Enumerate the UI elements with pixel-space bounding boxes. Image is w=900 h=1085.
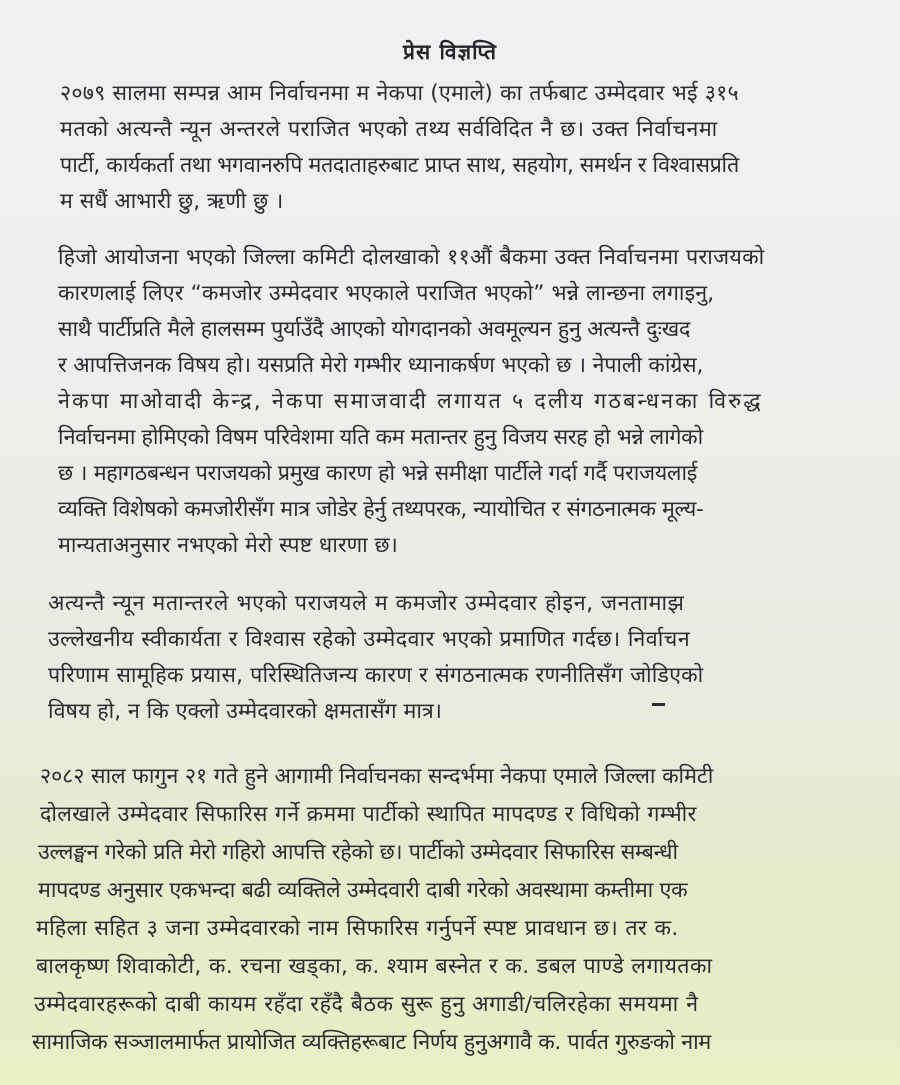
paragraph-3-line: उल्लेखनीय स्वीकार्यता र विश्वास रहेको उम्मेदवार भएको प्रमाणित गर्दछ। निर्वाचन <box>48 627 691 652</box>
paragraph-4-line: २०८२ साल फागुन २१ गते हुने आगामी निर्वाचनका सन्दर्भमा नेकपा एमाले जिल्ला कमिटी <box>40 764 714 789</box>
paragraph-2-line: र आपत्तिजनक विषय हो। यसप्रति मेरो गम्भीर ध्यानाकर्षण भएको छ । नेपाली कांग्रेस, <box>58 353 704 378</box>
paragraph-2-line: कारणलाई लिएर “कमजोर उम्मेदवार भएकाले पराजित भएको” भन्ने लान्छना लगाइनु, <box>58 281 715 306</box>
paragraph-4-line: मापदण्ड अनुसार एकभन्दा बढी व्यक्तिले उम्मेदवारी दाबी गरेको अवस्थामा कम्तीमा एक <box>38 878 688 903</box>
paragraph-2-line: व्यक्ति विशेषको कमजोरीसँग मात्र जोडेर हेर्नु तथ्यपरक, न्यायोचित र संगठनात्मक मूल्य- <box>58 497 704 522</box>
paragraph-4-line: सामाजिक सञ्जालमार्फत प्रायोजित व्यक्तिहरूबाट निर्णय हुनुअगावै क. पार्वत गुरुङको नाम <box>32 1030 711 1055</box>
paragraph-3-line: परिणाम सामूहिक प्रयास, परिस्थितिजन्य कारण र संगठनात्मक रणनीतिसँग जोडिएको <box>48 663 704 688</box>
paragraph-4-line: उम्मेदवारहरूको दाबी कायम रहँदा रहँदै बैठक सुरू हुनु अगाडी/चलिरहेका समयमा नै <box>34 992 699 1017</box>
paragraph-3-line: विषय हो, न कि एक्लो उम्मेदवारको क्षमतासँग मात्र। <box>48 699 442 724</box>
paragraph-2-line: निर्वाचनमा होमिएको विषम परिवेशमा यति कम मतान्तर हुनु विजय सरह हो भन्ने लागेको <box>58 425 703 450</box>
paragraph-2-line: छ । महागठबन्धन पराजयको प्रमुख कारण हो भन्ने समीक्षा पार्टीले गर्दा गर्दै पराजयलाई <box>58 461 698 486</box>
ink-mark <box>652 703 665 706</box>
paragraph-1-line: २०७९ सालमा सम्पन्न आम निर्वाचनमा म नेकपा (एमाले) का तर्फबाट उम्मेदवार भई ३१५ <box>60 81 739 106</box>
page-title: प्रेस विज्ञप्ति <box>403 40 497 64</box>
paragraph-3-line: अत्यन्तै न्यून मतान्तरले भएको पराजयले म कमजोर उम्मेदवार होइन, जनतामाझ <box>48 591 685 616</box>
paragraph-1-line: म सधैं आभारी छु, ऋणी छु । <box>60 189 284 214</box>
paragraph-1-line: मतको अत्यन्तै न्यून अन्तरले पराजित भएको तथ्य सर्वविदित नै छ। उक्त निर्वाचनमा <box>60 117 718 142</box>
paragraph-1-line: पार्टी, कार्यकर्ता तथा भगवानरुपि मतदाताहरुबाट प्राप्त साथ, सहयोग, समर्थन र विश्वासप्रति <box>60 153 739 178</box>
paragraph-4-line: उल्लङ्घन गरेको प्रति मेरो गहिरो आपत्ति रहेको छ। पार्टीको उम्मेदवार सिफारिस सम्बन्धी <box>38 840 678 865</box>
paragraph-2-line: नेकपा माओवादी केन्द्र, नेकपा समाजवादी लगायत ५ दलीय गठबन्धनका विरुद्ध <box>58 389 763 414</box>
paragraph-2-line: मान्यताअनुसार नभएको मेरो स्पष्ट धारणा छ। <box>58 533 398 558</box>
paragraph-4-line: बालकृष्ण शिवाकोटी, क. रचना खड्का, क. श्याम बस्नेत र क. डबल पाण्डे लगायतका <box>36 954 713 979</box>
paragraph-4-line: महिला सहित ३ जना उम्मेदवारको नाम सिफारिस गर्नुपर्ने स्पष्ट प्रावधान छ। तर क. <box>36 916 679 941</box>
paragraph-2-line: साथै पार्टीप्रति मैले हालसम्म पुर्याउँदै आएको योगदानको अवमूल्यन हुनु अत्यन्तै दुःखद <box>58 317 691 342</box>
paragraph-2-line: हिजो आयोजना भएको जिल्ला कमिटी दोलखाको ११औं बैकमा उक्त निर्वाचनमा पराजयको <box>58 245 765 270</box>
paragraph-4-line: दोलखाले उम्मेदवार सिफारिस गर्ने क्रममा पार्टीको स्थापित मापदण्ड र विधिको गम्भीर <box>40 802 697 827</box>
